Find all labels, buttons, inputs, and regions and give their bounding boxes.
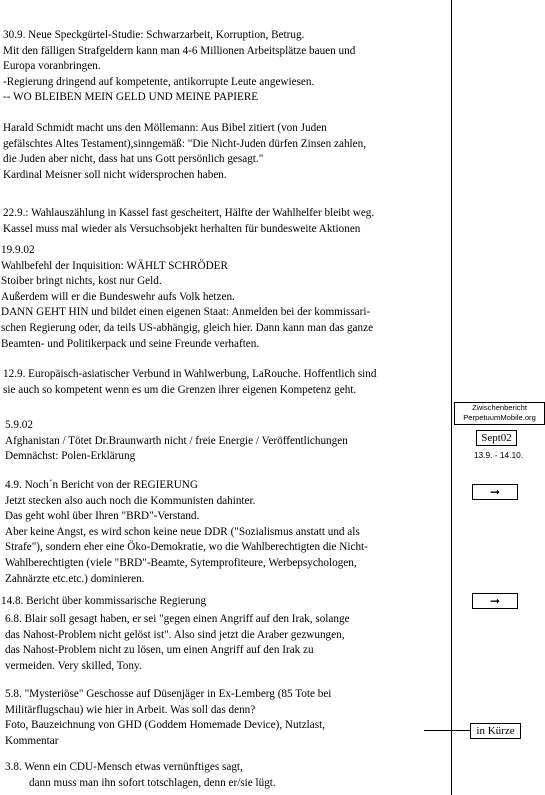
entry-wahlbefehl [1, 243, 450, 352]
zwischenbericht-site: PerpetuumMobile.org [463, 412, 536, 422]
entry-line: Außerdem will er die Bundeswehr aufs Volk hetzen. [1, 290, 235, 303]
entry-line: Harald Schmidt macht uns den Möllemann: Aus Bibel zitiert (von Juden [3, 122, 327, 134]
entry-line: dann muss man ihn sofort totschlagen, denn er/sie lügt. [29, 776, 276, 789]
entry-line: Mit den fälligen Strafgeldern kann man 4-6 Millionen Arbeitsplätze bauen und [3, 44, 356, 57]
entry-cdu [5, 760, 450, 791]
entry-bericht [5, 478, 450, 587]
entry-line: Beamten- und Politikerpack und seine Freunde verhaften. [1, 337, 260, 350]
column-divider [451, 0, 452, 795]
entry-line: Wahlbefehl der Inquisition: WÄHLT SCHRÖDER [1, 259, 228, 272]
entry-line: schen Regierung oder, da teils US-abhängig, gleich hier. Dann kann man das ganze [1, 321, 374, 334]
in-kuerze-link[interactable]: in Kürze [470, 723, 521, 739]
entry-verbund [3, 367, 450, 398]
entry-line: Strafe"), sondern eher eine Öko-Demokratie, wo die Wahlberechtigten die Nicht- [5, 541, 368, 554]
entry-line: Zahnärzte etc.etc.) dominieren. [5, 572, 145, 585]
entry-line: 30.9. Neue Speckgürtel-Studie: Schwarzarbeit, Korruption, Betrug. [3, 29, 305, 41]
entry-line: 4.9. Noch´n Bericht von der REGIERUNG [5, 479, 198, 491]
entry-kassel [3, 206, 450, 237]
entry-line: Wahlberechtigten (viele "BRD"-Beamte, Sytemprofiteure, Werbepsychologen, [5, 556, 357, 569]
entry-line: Kardinal Meisner soll nicht widersprochen haben. [3, 168, 227, 181]
entry-line: das Nahost-Problem nicht zu lösen, um einen Angriff auf den Irak zu [5, 644, 314, 657]
entry-line: Demnächst: Polen-Erklärung [5, 450, 136, 463]
entry-line: Europa voranbringen. [3, 60, 101, 73]
entry-line: Kassel muss mal wieder als Versuchsobjekt herhalten für bundesweite Aktionen [3, 222, 361, 235]
entry-date: 5.9.02 [5, 419, 33, 431]
entry-line: die Juden aber nicht, dass hat uns Gott persönlich gesagt." [3, 153, 264, 166]
entry-line: Kommentar [5, 734, 59, 747]
entry-schmidt [3, 121, 450, 183]
entry-geschosse [5, 687, 450, 749]
entry-line: 12.9. Europäisch-asiatischer Verbund in Wahlwerbung, LaRouche. Hoffentlich sind [3, 368, 377, 380]
entry-afghanistan [5, 418, 450, 465]
entry-kommissarisch[interactable] [1, 594, 450, 610]
entry-line: gefälschtes Altes Testament),sinngemäß: "Die Nicht-Juden dürfen Zinsen zahlen, [3, 137, 367, 150]
sept02-link[interactable]: Sept02 [476, 430, 517, 446]
entry-speckguertel [3, 28, 450, 106]
entry-link[interactable]: 14.8. Bericht über kommissarische Regierung [1, 595, 207, 607]
entry-line: 3.8. Wenn ein CDU-Mensch etwas vernünftiges sagt, [5, 761, 243, 773]
entry-line: Stoiber bringt nichts, kost nur Geld. [1, 275, 162, 288]
entry-line: Afghanistan / Tötet Dr.Braunwarth nicht / freie Energie / Veröffentlichungen [5, 434, 348, 447]
entry-line: 22.9.: Wahlauszählung in Kassel fast gescheitert, Hälfte der Wahlhelfer bleibt weg. [3, 207, 375, 219]
entry-line: Jetzt stecken also auch noch die Kommunisten dahinter. [5, 494, 256, 507]
date-range: 13.9. - 14.10. [473, 450, 524, 460]
entry-line: 6.8. Blair soll gesagt haben, er sei "gegen einen Angriff auf den Irak, solange [5, 613, 350, 625]
arrow-button-kommissarisch[interactable] [472, 593, 518, 609]
arrow-right-icon: ➞ [489, 485, 501, 499]
entry-line: -Regierung dringend auf kompetente, antikorrupte Leute angewiesen. [3, 75, 315, 88]
entry-line: sie auch so kompetent wenn es um die Grenzen ihrer eigenen Kompetenz geht. [3, 383, 357, 396]
connector-line [424, 730, 470, 731]
entry-line: 5.8. "Mysteriöse" Geschosse auf Düsenjäger in Ex-Lemberg (85 Tote bei [5, 688, 332, 700]
entry-blair [5, 612, 450, 674]
entry-line: Aber keine Angst, es wird schon keine neue DDR ("Sozialismus anstatt und als [5, 525, 360, 538]
entry-line: DANN GEHT HIN und bildet einen eigenen Staat: Anmelden bei der kommissari- [1, 306, 371, 319]
entry-line: Das geht wohl über Ihren "BRD"-Verstand. [5, 510, 200, 523]
entry-line: Militärflugschau) wie hier in Arbeit. Was soll das denn? [5, 703, 256, 716]
entry-line: -- WO BLEIBEN MEIN GELD UND MEINE PAPIERE [3, 91, 259, 104]
entry-line: das Nahost-Problem nicht gelöst ist". Also sind jetzt die Araber gezwungen, [5, 628, 345, 641]
zwischenbericht-title: Zwischenbericht [472, 403, 527, 412]
entry-line: Foto, Bauzeichnung von GHD (Goddem Homemade Device), Nutzlast, [5, 719, 326, 732]
arrow-right-icon: ➞ [489, 594, 501, 608]
arrow-button-bericht[interactable] [472, 484, 518, 500]
zwischenbericht-link[interactable] [454, 402, 545, 425]
entry-date: 19.9.02 [1, 244, 35, 256]
entry-line: vermeiden. Very skilled, Tony. [5, 659, 142, 672]
